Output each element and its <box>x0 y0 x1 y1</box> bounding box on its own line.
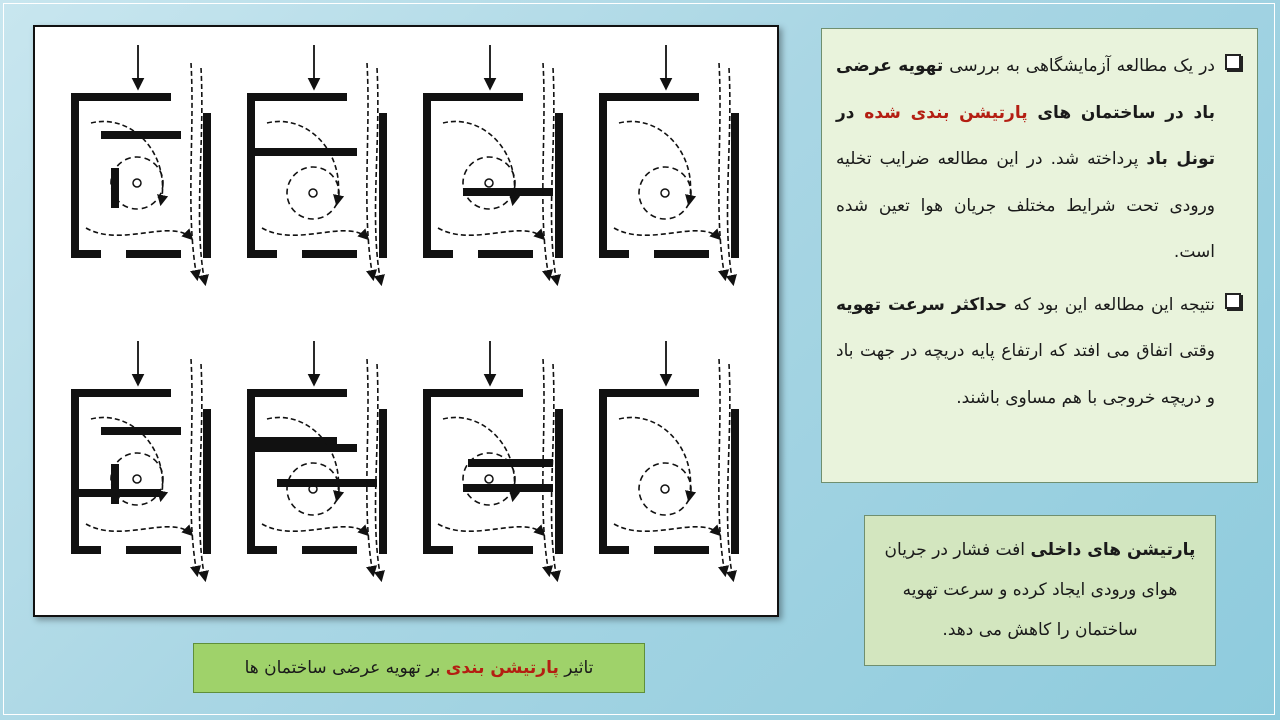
wall <box>247 250 277 258</box>
wall <box>247 444 357 452</box>
wall <box>71 93 171 101</box>
flow-arrow <box>614 524 719 534</box>
airflow-diagram-svg <box>35 27 777 615</box>
flow-arrow <box>438 524 543 534</box>
flow-arrow <box>614 228 719 238</box>
vortex-loop <box>287 167 339 219</box>
bullet-2-seg-2: وقتی اتفاق می افتد که ارتفاع پایه دریچه در جهت باد و دریچه خروجی با هم مساوی باشند. <box>836 341 1215 408</box>
wall <box>555 409 563 554</box>
wall <box>247 148 357 156</box>
wall <box>654 250 709 258</box>
flow-arrow <box>86 228 191 238</box>
bullet-1-seg-4: تونل باد <box>1146 149 1215 169</box>
wall <box>277 479 377 487</box>
wall <box>247 389 347 397</box>
wall <box>423 389 523 397</box>
vortex-loop <box>639 463 691 515</box>
flow-arrow <box>191 359 197 574</box>
wall <box>203 409 211 554</box>
bullet-item-1 <box>836 43 1241 276</box>
vortex-center <box>661 485 669 493</box>
vortex-center <box>309 189 317 197</box>
wall <box>555 113 563 258</box>
flow-arrow <box>438 228 543 238</box>
vortex-center <box>133 475 141 483</box>
figure-caption <box>193 643 645 693</box>
vortex-center <box>133 179 141 187</box>
flow-arrow <box>719 63 725 278</box>
wall <box>463 188 553 196</box>
wall <box>423 93 431 258</box>
checkbox-bullet-icon <box>1225 293 1241 309</box>
wall <box>247 93 347 101</box>
bullet-1-seg-0: در یک مطالعه آزمایشگاهی به بررسی <box>943 56 1215 76</box>
vortex-loop <box>639 167 691 219</box>
wall <box>463 484 553 492</box>
wall <box>302 546 357 554</box>
wall <box>203 113 211 258</box>
wall <box>247 93 255 258</box>
wall <box>423 93 523 101</box>
wall <box>599 250 629 258</box>
wall <box>478 250 533 258</box>
bullet-1-seg-3: در <box>836 102 865 123</box>
note-box <box>864 515 1216 666</box>
bullet-2-seg-0: نتیجه این مطالعه این بود که <box>1007 294 1215 315</box>
bullet-item-2 <box>836 282 1241 422</box>
wall <box>423 546 453 554</box>
flow-arrow <box>619 417 691 499</box>
wall <box>247 546 277 554</box>
flow-arrow <box>719 359 725 574</box>
vortex-center <box>485 475 493 483</box>
wall <box>731 409 739 554</box>
bullet-1-seg-5: پرداخته شد. در این مطالعه ضرایب تخلیه ورودی تحت شرایط مختلف جریان هوا تعین شده است. <box>836 149 1215 262</box>
wall <box>126 546 181 554</box>
wall <box>71 389 79 554</box>
flow-arrow <box>191 63 197 278</box>
wall <box>379 409 387 554</box>
wall <box>247 437 337 445</box>
caption-suffix: بر تهویه عرضی ساختمان ها <box>244 658 446 678</box>
vortex-center <box>661 189 669 197</box>
wall <box>71 546 101 554</box>
wall <box>247 389 255 554</box>
flow-arrow <box>262 524 367 534</box>
flow-arrow <box>267 121 339 203</box>
flow-arrow <box>367 63 373 278</box>
wall <box>478 546 533 554</box>
wall <box>71 250 101 258</box>
caption-prefix: تاثیر <box>558 658 594 678</box>
caption-highlight: پارتیشن بندی <box>445 658 559 678</box>
bullet-text-1 <box>836 43 1215 276</box>
flow-arrow <box>619 121 691 203</box>
note-bold: پارتیشن های داخلی <box>1030 540 1196 560</box>
wall <box>101 131 181 139</box>
wall <box>599 389 699 397</box>
note-text: افت فشار در جریان هوای ورودی ایجاد کرده و سرعت تهویه ساختمان را کاهش می دهد. <box>884 540 1178 640</box>
airflow-figure <box>33 25 779 617</box>
wall <box>599 93 607 258</box>
bullet-1-seg-1: تهویه عرضی باد در ساختمان های <box>836 56 1215 123</box>
flow-arrow <box>262 228 367 238</box>
vortex-loop <box>287 463 339 515</box>
wall <box>599 389 607 554</box>
flow-arrow <box>86 524 191 534</box>
wall <box>731 113 739 258</box>
bullet-1-seg-2: پارتیشن بندی شده <box>864 102 1028 123</box>
wall <box>302 250 357 258</box>
wall <box>423 250 453 258</box>
wall <box>71 93 79 258</box>
vortex-center <box>485 179 493 187</box>
wall <box>126 250 181 258</box>
flow-arrow <box>367 359 373 574</box>
wall <box>101 427 181 435</box>
bullet-text-2 <box>836 282 1215 422</box>
wall <box>599 546 629 554</box>
bullet-2-seg-1: حداکثر سرعت تهویه <box>836 294 1008 315</box>
wall <box>599 93 699 101</box>
flow-arrow <box>543 63 549 278</box>
checkbox-bullet-icon <box>1225 54 1241 70</box>
description-panel <box>821 28 1258 483</box>
wall <box>654 546 709 554</box>
wall <box>423 389 431 554</box>
vortex-loop <box>463 157 515 209</box>
wall <box>71 389 171 397</box>
wall <box>379 113 387 258</box>
